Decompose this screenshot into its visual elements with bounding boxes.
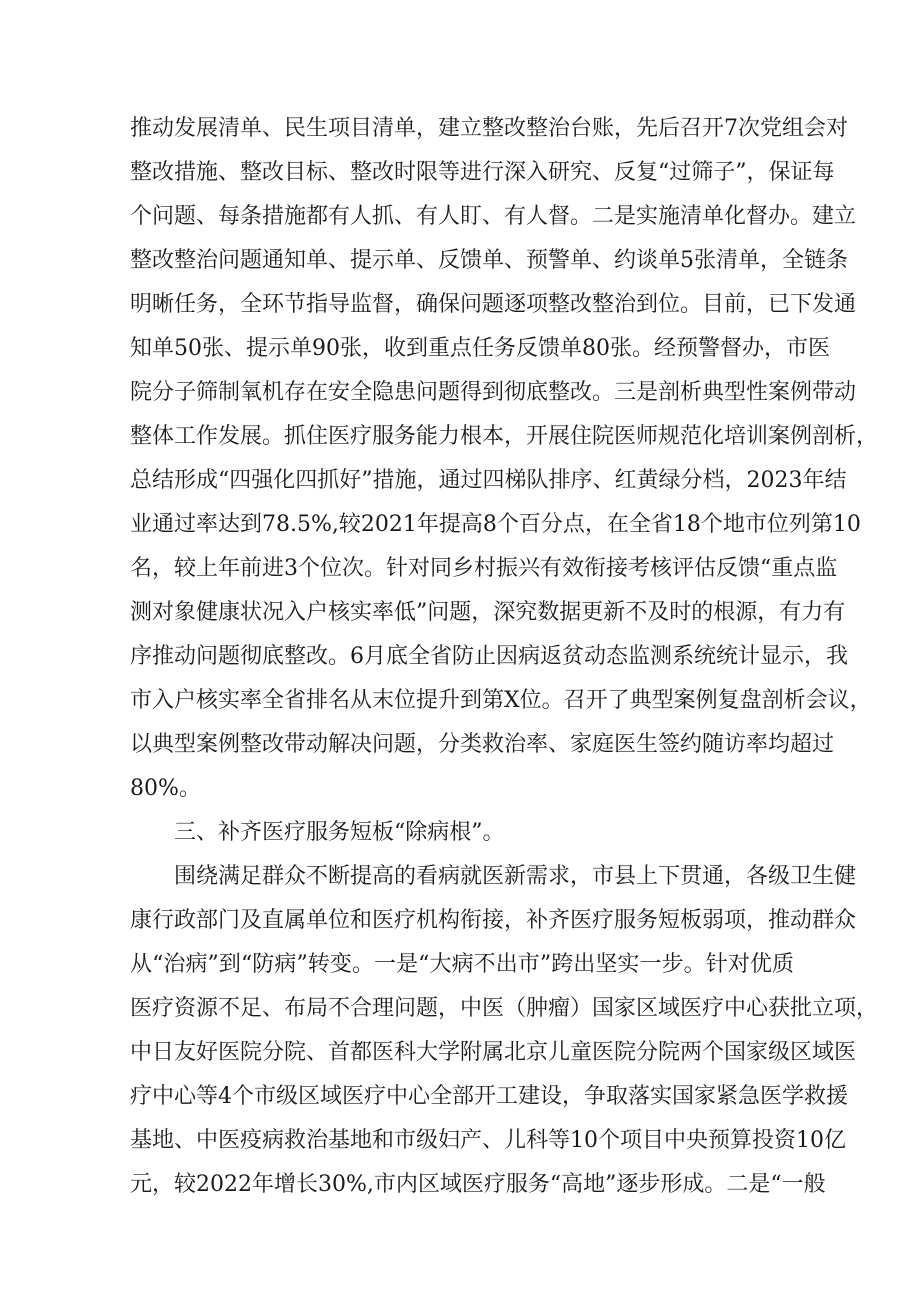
paragraph-2-line-1: 围绕满足群众不断提高的看病就医新需求，市县上下贯通，各级卫生健	[174, 864, 857, 889]
paragraph-2-line-6: 疗中心等4个市级区域医疗中心全部开工建设，争取落实国家紧急医学救援	[130, 1084, 848, 1109]
paragraph-1-line-9: 总结形成“四强化四抓好”措施，通过四梯队排序、红黄绿分档，2023年结	[130, 468, 847, 493]
paragraph-2-line-2: 康行政部门及直属单位和医疗机构衔接，补齐医疗服务短板弱项，推动群众	[130, 908, 857, 933]
paragraph-1-line-8: 整体工作发展。抓住医疗服务能力根本，开展住院医师规范化培训案例剖析，	[130, 424, 879, 449]
paragraph-1-line-13: 序推动问题彻底整改。6月底全省防止因病返贫动态监测系统统计显示，我	[130, 644, 848, 669]
paragraph-1-line-11: 名，较上年前进3个位次。针对同乡村振兴有效衔接考核评估反馈“重点监	[130, 556, 838, 581]
paragraph-1-line-2: 整改措施、整改目标、整改时限等进行深入研究、反复“过筛子”，保证每	[130, 160, 835, 185]
paragraph-2-line-4: 医疗资源不足、布局不合理问题，中医（肿瘤）国家区域医疗中心获批立项，	[130, 996, 879, 1021]
paragraph-1-line-4: 整改整治问题通知单、提示单、反馈单、预警单、约谈单5张清单，全链条	[130, 248, 848, 273]
paragraph-2-line-5: 中日友好医院分院、首都医科大学附属北京儿童医院分院两个国家级区域医	[130, 1040, 857, 1065]
paragraph-1-line-5: 明晰任务，全环节指导监督，确保问题逐项整改整治到位。目前，已下发通	[130, 292, 857, 317]
paragraph-1-line-3: 个问题、每条措施都有人抓、有人盯、有人督。二是实施清单化督办。建立	[130, 204, 857, 229]
paragraph-2-line-7: 基地、中医疫病救治基地和市级妇产、儿科等10个项目中央预算投资10亿	[130, 1128, 846, 1153]
paragraph-1-line-1: 推动发展清单、民生项目清单，建立整改整治台账，先后召开7次党组会对	[130, 116, 848, 141]
paragraph-1-line-15: 以典型案例整改带动解决问题，分类救治率、家庭医生签约随访率均超过	[130, 732, 835, 757]
paragraph-1-line-16: 80%。	[130, 776, 201, 801]
paragraph-1-line-7: 院分子筛制氧机存在安全隐患问题得到彻底整改。三是剖析典型性案例带动	[130, 380, 857, 405]
section-heading: 三、补齐医疗服务短板“除病根”。	[174, 820, 505, 845]
paragraph-1-line-6: 知单50张、提示单90张，收到重点任务反馈单80张。经预警督办，市医	[130, 336, 830, 361]
paragraph-1-line-10: 业通过率达到78.5%,较2021年提高8个百分点，在全省18个地市位列第10	[130, 512, 861, 537]
paragraph-1-line-12: 测对象健康状况入户核实率低”问题，深究数据更新不及时的根源，有力有	[130, 600, 846, 625]
paragraph-2-line-3: 从“治病”到“防病”转变。一是“大病不出市”跨出坚实一步。针对优质	[130, 952, 794, 977]
paragraph-1-line-14: 市入户核实率全省排名从末位提升到第X位。召开了典型案例复盘剖析会议，	[130, 688, 872, 713]
paragraph-2-line-8: 元，较2022年增长30%,市内区域医疗服务“高地”逐步形成。二是“一般	[130, 1172, 826, 1197]
